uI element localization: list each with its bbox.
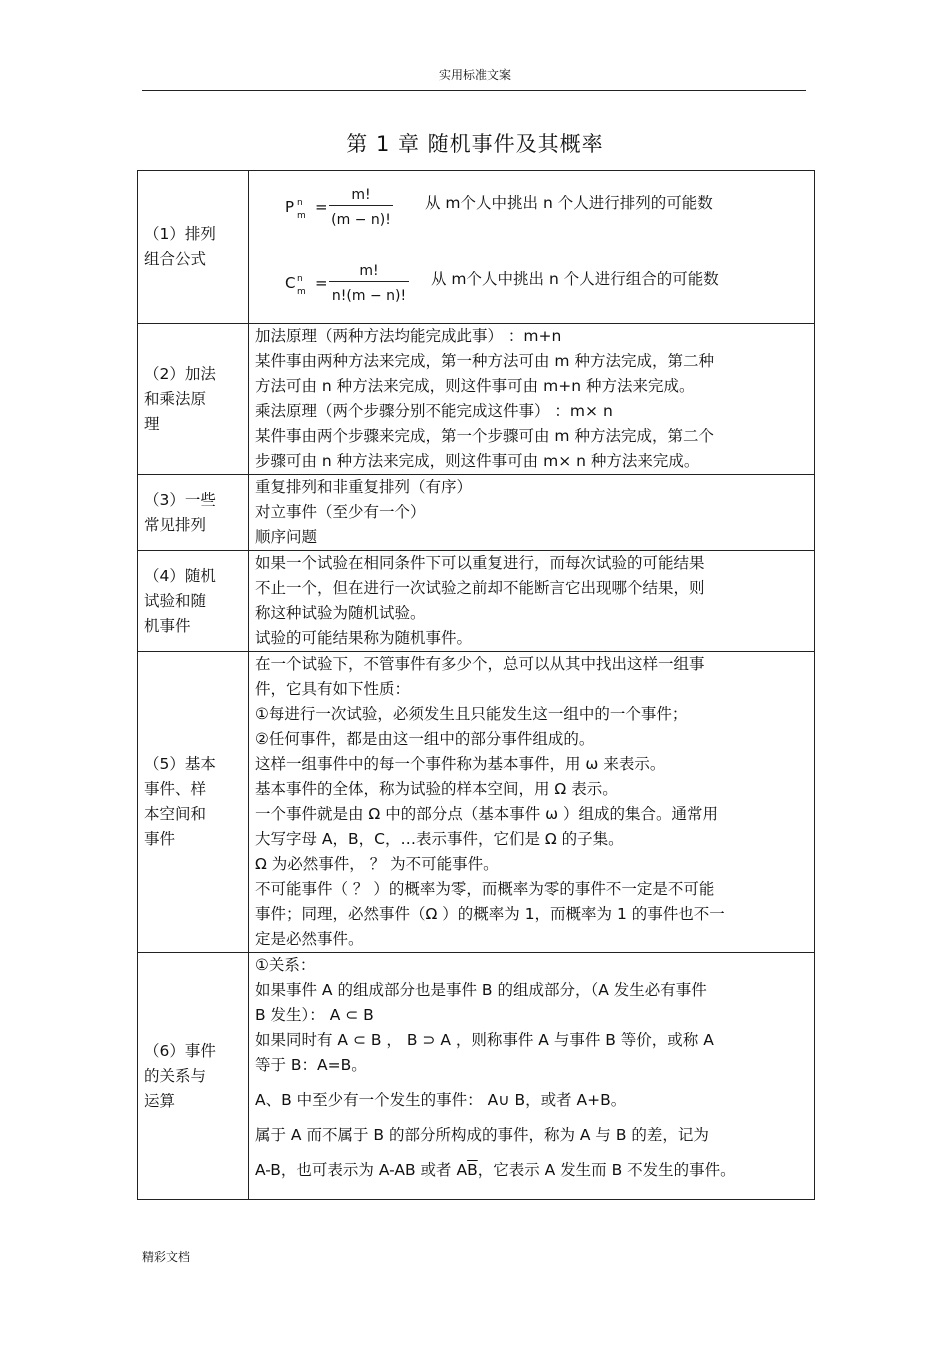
page-footer: 精彩文档 bbox=[142, 1250, 191, 1264]
page-header: 实用标准文案 bbox=[438, 68, 511, 82]
chapter-title: 第 1 章 随机事件及其概率 bbox=[346, 132, 604, 156]
row-content: 如果一个试验在相同条件下可以重复进行，而每次试验的可能结果 不止一个，但在进行一次试验之前却不能断言它出现哪个结果，则 称这种试验为随机试验。 试验的可能结果称为随机事件。 bbox=[249, 551, 815, 652]
row-label: （3）一些 常见排列 bbox=[138, 475, 249, 551]
header-rule bbox=[142, 90, 806, 91]
complement-b: $\overline{B}$ bbox=[467, 1161, 478, 1179]
table-row bbox=[138, 475, 815, 551]
row-label: （4）随机 试验和随 机事件 bbox=[138, 551, 249, 652]
permutation-formula: P n m = m! (m − n)! 从 m个人中挑出 n 个人进行排列的可能数 bbox=[285, 187, 713, 228]
table-row bbox=[138, 953, 815, 1200]
row-content: 重复排列和非重复排列（有序） 对立事件（至少有一个） 顺序问题 bbox=[249, 475, 815, 551]
table-row bbox=[138, 551, 815, 652]
row-content bbox=[249, 171, 815, 324]
row-label: （6）事件 的关系与 运算 bbox=[138, 953, 249, 1200]
difference-line: A-B，也可表示为 A-AB 或者 $A\overline{B}$，它表示 A 发生而 B 不发生的事件。 bbox=[255, 1161, 736, 1179]
row-label: （5）基本 事件、样 本空间和 事件 bbox=[138, 652, 249, 953]
row-content: 在一个试验下，不管事件有多少个，总可以从其中找出这样一组事 件，它具有如下性质： ①每进行一次试验，必须发生且只能发生这一组中的一个事件； ②任何事件，都是由这一组中的部分事件组成的。 这样一组事件中的每一个事件称为基本事件，用 ω 来表示。 基本事件的全体，称为试验的样本空间，用 Ω 表示。 一个事件就是由 Ω 中的部分点（基本事件 ω ）组成的集合。通常用 大写字母 A，B，C，…表示事件，它们是 Ω 的子集。 Ω 为必然事件， ？ 为不可能事件。 不可能事件（ ？ ）的概率为零，而概率为零的事件不一定是不可能 事件；同理，必然事件（Ω ）的概率为 1，而概率为 1 的事件也不一 定是必然事件。 bbox=[249, 652, 815, 953]
row-content: ①关系： 如果事件 A 的组成部分也是事件 B 的组成部分，（A 发生必有事件 B 发生）： A ⊂ B 如果同时有 A ⊂ B ， B ⊃ A ，则称事件 A 与事件 B 等价，或称 A 等于 B：A=B。 A、B 中至少有一个发生的事件： A∪ B，或者 A+B。 属于 A 而不属于 B 的部分所构成的事件，称为 A 与 B 的差，记为 A-B，也可表示为 A-AB 或者 $A\overline{B}$，它表示 A 发生而 B 不发生的事件。 bbox=[249, 953, 815, 1200]
row-label: （2）加法 和乘法原 理 bbox=[138, 324, 249, 475]
table-row bbox=[138, 171, 815, 324]
combination-formula: C n m = m! n!(m − n)! 从 m个人中挑出 n 个人进行组合的可能数 bbox=[285, 263, 719, 304]
row-content: 加法原理（两种方法均能完成此事） ：m+n 某件事由两种方法来完成，第一种方法可由 m 种方法完成，第二种 方法可由 n 种方法来完成，则这件事可由 m+n 种方法来完成。 乘法原理（两个步骤分别不能完成这件事） ：m× n 某件事由两个步骤来完成，第一个步骤可由 m 种方法完成，第二个 步骤可由 n 种方法来完成，则这件事可由 m× n 种方法来完成。 bbox=[249, 324, 815, 475]
content-table bbox=[137, 170, 815, 1200]
table-row bbox=[138, 324, 815, 475]
table-row bbox=[138, 652, 815, 953]
row-label: （1）排列 组合公式 bbox=[138, 171, 249, 324]
